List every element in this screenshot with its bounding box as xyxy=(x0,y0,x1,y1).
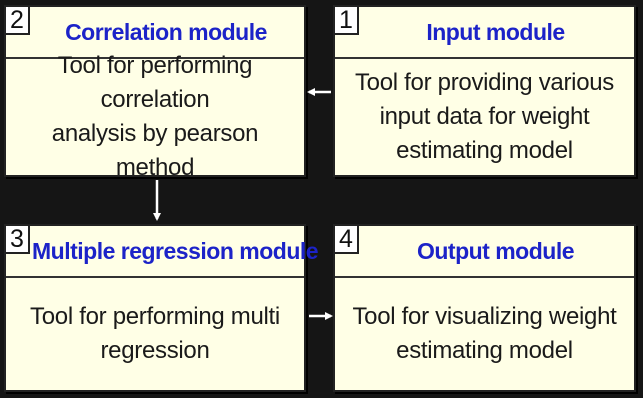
description-line: Tool for performing correlation xyxy=(57,52,253,113)
description-line: Tool for providing various xyxy=(354,69,614,96)
description-line: regression xyxy=(100,337,210,364)
module-description xyxy=(352,300,616,368)
module-body xyxy=(335,278,634,390)
correlation-module-box xyxy=(4,5,306,181)
description-line: estimating model xyxy=(396,337,573,364)
description-line: analysis by pearson method xyxy=(51,120,259,181)
module-body xyxy=(6,278,304,390)
module-number: 3 xyxy=(6,226,30,254)
module-description xyxy=(30,300,280,368)
module-body xyxy=(6,52,304,181)
module-header xyxy=(6,225,319,278)
module-title: Input module xyxy=(426,19,565,45)
module-number: 1 xyxy=(335,7,359,35)
module-number: 4 xyxy=(335,226,359,254)
module-title: Multiple regression module xyxy=(32,238,319,264)
description-line: estimating model xyxy=(396,137,573,164)
module-description xyxy=(14,49,296,185)
description-line: input data for weight xyxy=(379,103,590,130)
input-module-box xyxy=(333,5,636,177)
module-number: 2 xyxy=(6,7,30,35)
description-line: Tool for visualizing weight xyxy=(352,303,617,330)
module-header xyxy=(335,7,634,59)
module-description xyxy=(355,66,614,168)
description-line: Tool for performing multi xyxy=(30,303,280,330)
module-header xyxy=(335,226,634,278)
module-title: Correlation module xyxy=(65,19,267,45)
output-module-box xyxy=(333,224,636,392)
multiple-regression-module-box xyxy=(4,224,319,392)
module-title: Output module xyxy=(416,238,575,264)
module-body xyxy=(335,59,634,175)
